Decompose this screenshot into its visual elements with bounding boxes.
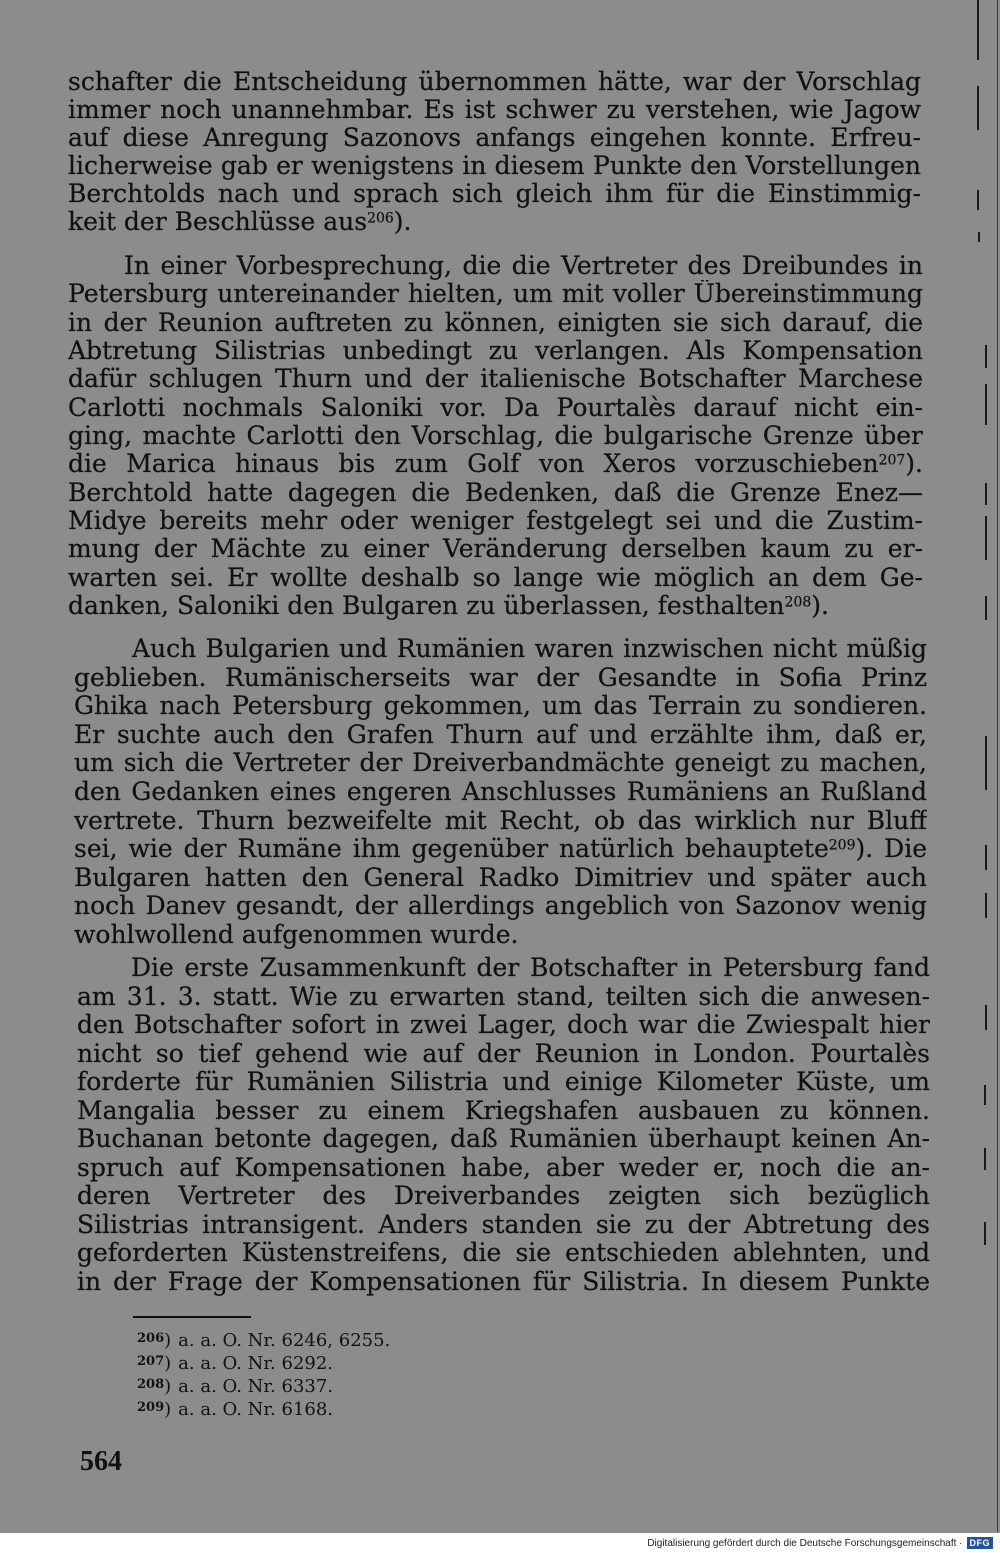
line-text: Mangalia besser zu einem Kriegshafen ausbauen zu können. [77,1096,930,1125]
line-content [68,394,923,422]
footnote-text: a. a. O. Nr. 6168. [178,1399,334,1420]
text-line [74,864,927,893]
footnote-paren: ) [164,1353,172,1374]
line-text-tail: ). [393,208,412,236]
line-content [68,422,923,450]
scan-edge-mark [977,190,979,210]
line-content [77,1068,930,1096]
line-text: sei, wie der Rumäne ihm gegenüber natürlich behauptete [74,835,829,864]
scan-edge-mark [985,736,987,790]
text-line [74,807,927,836]
text-line [68,96,921,124]
paragraph [74,635,927,950]
line-text: licherweise gab er wenigstens in diesem Punkte den Vorstellungen [68,152,921,180]
line-text: Petersburg untereinander hielten, um mit voller Übereinstimmung [68,280,923,309]
footnote-number: 206 [137,1331,165,1346]
scan-edge-mark [977,86,979,130]
line-text: Buchanan betonte dagegen, daß Rumänien überhaupt keinen An- [77,1125,930,1154]
text-line [77,1154,930,1183]
line-text: vertrete. Thurn bezweifelte mit Recht, ob das wirklich nur Bluff [74,806,927,835]
line-text: nicht so tief gehend wie auf der Reunion in London. Pourtalès [77,1039,930,1068]
line-content [68,124,921,152]
footnote-number: 208 [137,1377,165,1392]
paragraph [68,252,923,620]
line-text: auf diese Anregung Sazonovs anfangs eingehen konnte. Erfreu- [68,124,921,152]
line-content [68,68,921,96]
text-line [77,1125,930,1154]
line-text: Ghika nach Petersburg gekommen, um das Terrain zu sondieren. [74,692,927,721]
scan-edge-mark [985,345,987,368]
line-text: mung der Mächte zu einer Veränderung derselben kaum zu er- [68,535,923,564]
scan-edge-mark [978,232,980,242]
line-text: Auch Bulgarien und Rumänien waren inzwischen nicht müßig [132,635,927,663]
text-line [77,1097,930,1126]
line-text: den Gedanken eines engeren Anschlusses Rumäniens an Rußland [74,777,927,806]
text-line [74,921,927,950]
footnote-paren: ) [164,1399,172,1420]
line-text: Midye bereits mehr oder weniger festgelegt sei und die Zustim- [68,507,923,536]
footnote-text: a. a. O. Nr. 6246, 6255. [178,1330,391,1351]
line-content [68,309,923,337]
line-content [68,450,923,478]
line-content [68,208,412,236]
line-content [74,864,927,892]
line-content [68,365,923,393]
text-line [68,450,923,478]
text-line [74,721,927,750]
line-text: am 31. 3. statt. Wie zu erwarten stand, teilten sich die anwesen- [77,982,930,1011]
line-content [77,1097,930,1125]
line-text: Silistrias intransigent. Anders standen sie zu der Abtretung des [77,1210,930,1239]
footnote-number: 207 [137,1354,165,1369]
text-line [77,1239,930,1268]
line-text: keit der Beschlüsse aus [68,208,368,236]
line-content [74,749,927,777]
line-content [77,1011,930,1039]
line-content [77,1268,930,1296]
text-line [68,280,923,308]
line-content [131,954,930,982]
text-line [74,635,927,664]
paragraph [68,68,921,236]
scan-edge-mark [984,1085,986,1105]
dfg-logo: DFG [967,1537,994,1549]
line-content [77,1040,930,1068]
line-content [77,1182,930,1210]
digitization-footer [0,1533,1000,1553]
paragraph [77,954,930,1297]
text-line [68,337,923,365]
line-content [68,592,829,620]
line-text: geblieben. Rumänischerseits war der Gesandte in Sofia Prinz [74,663,927,692]
text-line [68,535,923,563]
line-text: forderte für Rumänien Silistria und einige Kilometer Küste, um [77,1068,930,1097]
footnote-reference: 209 [828,837,856,854]
line-content [77,983,930,1011]
line-text: die Marica hinaus bis zum Golf von Xeros vorzuschieben [68,450,879,479]
footnote-text: a. a. O. Nr. 6292. [178,1353,334,1374]
line-content [74,921,519,949]
line-text: Die erste Zusammenkunft der Botschafter in Petersburg fand [131,954,930,982]
scan-edge-mark [985,845,987,870]
line-text: immer noch unannehmbar. Es ist schwer zu verstehen, wie Jagow [68,96,921,124]
line-content [74,664,927,692]
line-text: deren Vertreter des Dreiverbandes zeigten sich bezüglich [77,1182,930,1211]
footnote-reference: 207 [878,452,906,469]
line-content [68,96,921,124]
line-content [74,778,927,806]
line-text: danken, Saloniki den Bulgaren zu überlassen, festhalten [68,592,785,621]
scan-edge-mark [985,516,987,560]
line-text: In einer Vorbesprechung, die die Vertreter des Dreibundes in [124,252,923,280]
scan-edge-mark [985,596,987,620]
line-content [132,635,927,663]
footnote-reference: 206 [367,210,394,227]
text-line [74,778,927,807]
line-text: dafür schlugen Thurn und der italienische Botschafter Marchese [68,365,923,394]
line-text: Carlotti nochmals Saloniki vor. Da Pourtalès darauf nicht ein- [68,393,923,422]
line-text: den Botschafter sofort in zwei Lager, doch war die Zwiespalt hier [77,1011,930,1040]
line-content [77,1154,930,1182]
footnote-number: 209 [137,1400,165,1415]
line-text: wohlwollend aufgenommen wurde. [74,920,519,949]
line-content [74,692,927,720]
scan-edge-mark [984,1222,986,1245]
text-line [68,180,921,208]
line-text: warten sei. Er wollte deshalb so lange wie möglich an dem Ge- [68,563,923,592]
scan-edge-mark [985,384,987,425]
line-content [74,721,927,749]
line-text: Berchtold hatte dagegen die Bedenken, daß die Grenze Enez— [68,478,923,507]
text-line [77,983,930,1012]
line-text-tail: ). [905,450,923,479]
line-text: Er suchte auch den Grafen Thurn auf und erzählte ihm, daß er, [74,720,927,749]
text-line [68,152,921,180]
line-content [124,252,923,280]
text-line [77,954,930,983]
text-line [68,252,923,280]
line-content [68,564,923,592]
text-line [68,422,923,450]
text-line [68,124,921,152]
line-text: um sich die Vertreter der Dreiverbandmächte geneigt zu machen, [74,749,927,778]
line-content [77,1211,930,1239]
footnote [137,1327,390,1350]
scan-edge-mark [985,483,987,505]
line-text-tail: ). Die [855,835,927,864]
footnote-reference: 208 [784,594,812,611]
line-content [68,507,923,535]
text-line [68,309,923,337]
line-content [74,892,927,920]
text-line [77,1011,930,1040]
text-line [77,1182,930,1211]
text-line [77,1268,930,1297]
text-line [68,208,921,236]
page-number: 564 [80,1446,122,1477]
line-content [74,835,927,863]
line-text: schafter die Entscheidung übernommen hätte, war der Vorschlag [68,68,921,96]
scan-edge-mark [985,1005,987,1030]
text-line [74,664,927,693]
footnote-paren: ) [164,1376,172,1397]
text-line [68,507,923,535]
text-line [68,68,921,96]
line-content [77,1239,930,1267]
text-line [77,1211,930,1240]
line-content [68,152,921,180]
footnote-rule [133,1316,251,1318]
text-line [68,479,923,507]
footnote-text: a. a. O. Nr. 6337. [178,1376,334,1397]
line-content [68,280,923,308]
text-line [68,394,923,422]
text-line [77,1040,930,1069]
line-text: in der Reunion auftreten zu können, einigten sie sich darauf, die [68,308,923,337]
line-content [68,337,923,365]
text-line [74,892,927,921]
line-text: spruch auf Kompensationen habe, aber weder er, noch die an- [77,1153,930,1182]
scan-edge-line [997,0,998,1532]
footnote [137,1396,333,1419]
text-line [68,564,923,592]
text-line [68,365,923,393]
text-line [74,835,927,864]
footnote [137,1373,333,1396]
line-text-tail: ). [811,592,829,621]
line-content [68,479,923,507]
line-text: noch Danev gesandt, der allerdings angeblich von Sazonov wenig [74,892,927,921]
line-content [68,180,921,208]
line-text: ging, machte Carlotti den Vorschlag, die bulgarische Grenze über [68,422,923,451]
footnote-paren: ) [164,1330,172,1351]
line-text: Abtretung Silistrias unbedingt zu verlangen. Als Kompensation [68,337,923,366]
text-line [74,692,927,721]
text-line [77,1068,930,1097]
line-content [74,807,927,835]
line-content [68,535,923,563]
line-text: geforderten Küstenstreifens, die sie entschieden ablehnten, und [77,1239,930,1268]
scan-edge-mark [985,893,987,918]
footer-credit: Digitalisierung gefördert durch die Deutsche Forschungsgemeinschaft · [647,1537,963,1549]
line-text: Berchtolds nach und sprach sich gleich ihm für die Einstimmig- [68,180,921,208]
line-content [77,1125,930,1153]
line-text: Bulgaren hatten den General Radko Dimitriev und später auch [74,863,927,892]
text-line [74,749,927,778]
scan-edge-mark [977,0,979,60]
scan-edge-mark [984,1148,986,1170]
line-text: in der Frage der Kompensationen für Silistria. In diesem Punkte [77,1268,930,1297]
footnote [137,1350,333,1373]
text-line [68,592,923,620]
